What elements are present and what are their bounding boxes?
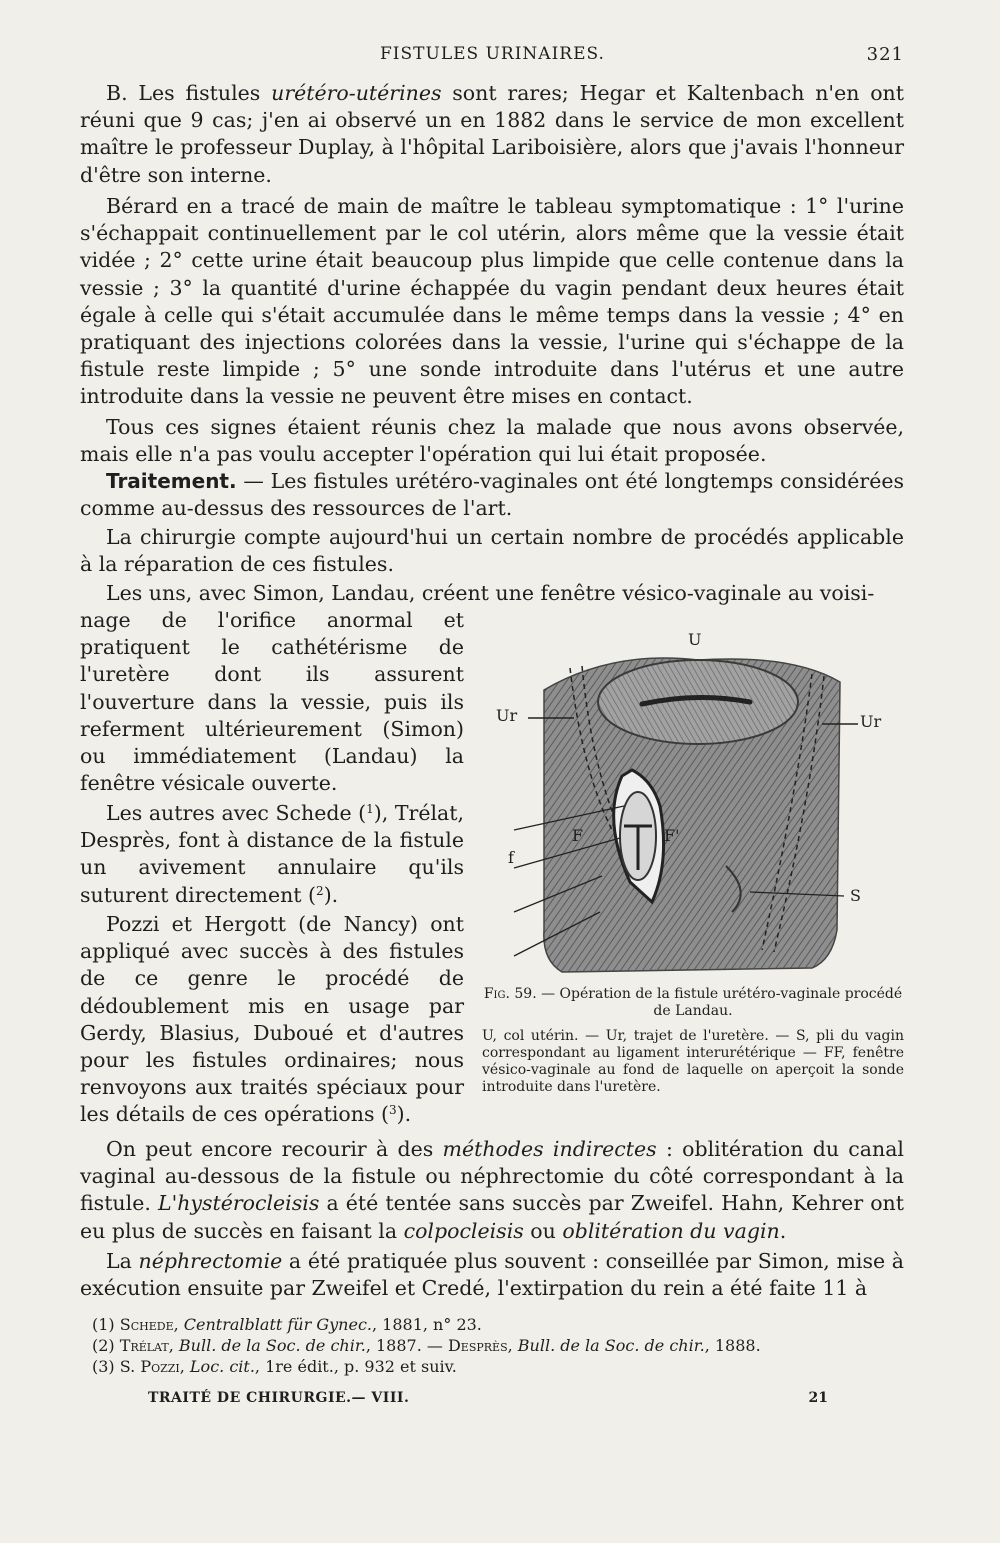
- footnote-2: (2) Trélat, Bull. de la Soc. de chir., 1887. — Desprès, Bull. de la Soc. de chir., 1888.: [92, 1336, 761, 1355]
- footnote-3: (3) S. Pozzi, Loc. cit., 1re édit., p. 932 et suiv.: [92, 1357, 457, 1376]
- running-header: [80, 44, 904, 72]
- footnotes: [92, 1314, 892, 1377]
- paragraph-1: B. Les fistules urétéro-utérines sont rares; Hegar et Kaltenbach n'en ont réuni que 9 cas; j'en ai observé un en 1882 dans le service de mon excellent maître le professeur Duplay, à l'hôpital Lariboisière, alors que j'avais l'honneur d'être son interne.: [80, 81, 904, 187]
- header-page-number: 321: [866, 44, 904, 65]
- paragraph-6-rest: nage de l'orifice anormal et pratiquent le cathétérisme de l'uretère dont ils assurent l'ouverture dans la vessie, puis ils referment ultérieurement (Simon) ou immédiatement (Landau) la fenêtre vésicale ouverte.: [80, 608, 464, 796]
- paragraph-5: La chirurgie compte aujourd'hui un certain nombre de procédés applicable à la réparation de ces fistules.: [80, 525, 904, 577]
- figure-59-illustration: [492, 630, 904, 980]
- paragraph-6-first-line: Les uns, avec Simon, Landau, créent une fenêtre vésico-vaginale au voisi-: [106, 581, 875, 605]
- figure-caption: [482, 986, 904, 1096]
- label-F-prime: F': [664, 826, 680, 845]
- footnote-1: (1) Schede, Centralblatt für Gynec., 1881, n° 23.: [92, 1315, 482, 1334]
- label-Ur-left: Ur: [496, 706, 518, 725]
- page-footer: [148, 1390, 828, 1414]
- paragraph-4: Traitement. — Les fistules urétéro-vaginales ont été longtemps considérées comme au-dessus des ressources de l'art.: [80, 469, 904, 521]
- figure-drawing: [492, 630, 904, 980]
- paragraph-9: On peut encore recourir à des méthodes indirectes : oblitération du canal vaginal au-dessous de la fistule ou néphrectomie du côté correspondant à la fistule. L'hystérocleisis a été tentée sans succès par Zweifel. Hahn, Kehrer ont eu plus de succès en faisant la colpocleisis ou oblitération du vagin.: [80, 1137, 904, 1243]
- label-f: f: [508, 848, 514, 867]
- footer-book-title: TRAITÉ DE CHIRURGIE.— VIII.: [148, 1390, 410, 1406]
- label-F: F: [572, 826, 584, 845]
- caption-title: Fig. 59. — Opération de la fistule urétéro-vaginale procédé de Landau.: [483, 986, 903, 1019]
- label-Ur-right: Ur: [860, 712, 882, 731]
- paragraph-10: La néphrectomie a été pratiquée plus souvent : conseillée par Simon, mise à exécution ensuite par Zweifel et Credé, l'extirpation du rein a été faite 11 à: [80, 1249, 904, 1301]
- label-U: U: [688, 630, 702, 649]
- paragraph-7: Les autres avec Schede ($^1$), Trélat, Desprès, font à distance de la fistule un avivement annulaire qu'ils suturent directement ($^2$).: [80, 801, 464, 907]
- footer-signature: 21: [808, 1390, 828, 1406]
- caption-body: U, col utérin. — Ur, trajet de l'uretère. — S, pli du vagin correspondant au ligament interurétérique — FF, fenêtre vésico-vaginale au fond de laquelle on aperçoit la sonde introduite dans l'uretère.: [482, 1028, 904, 1095]
- header-title: FISTULES URINAIRES.: [380, 44, 605, 64]
- paragraph-8: Pozzi et Hergott (de Nancy) ont appliqué avec succès à des fistules de ce genre le procédé de dédoublement mis en usage par Gerdy, Blasius, Duboué et d'autres pour les fistules ordinaires; nous renvoyons aux traités spéciaux pour les détails de ces opérations ($^3$).: [80, 912, 464, 1127]
- section-heading: Traitement.: [106, 469, 237, 493]
- label-S: S: [850, 886, 861, 905]
- paragraph-3: Tous ces signes étaient réunis chez la malade que nous avons observée, mais elle n'a pas voulu accepter l'opération qui lui était proposée.: [80, 415, 904, 467]
- paragraph-2: Bérard en a tracé de main de maître le tableau symptomatique : 1° l'urine s'échappait continuellement par le col utérin, alors même que la vessie était vidée ; 2° cette urine était beaucoup plus limpide que celle contenue dans la vessie ; 3° la quantité d'urine échappée du vagin pendant deux heures était égale à celle qui s'était accumulée dans le même temps dans la vessie ; 4° en pratiquant des injections colorées dans la vessie, l'urine qui s'échappe de la fistule reste limpide ; 5° une sonde introduite dans l'utérus et une autre introduite dans la vessie ne peuvent être mises en contact.: [80, 194, 904, 409]
